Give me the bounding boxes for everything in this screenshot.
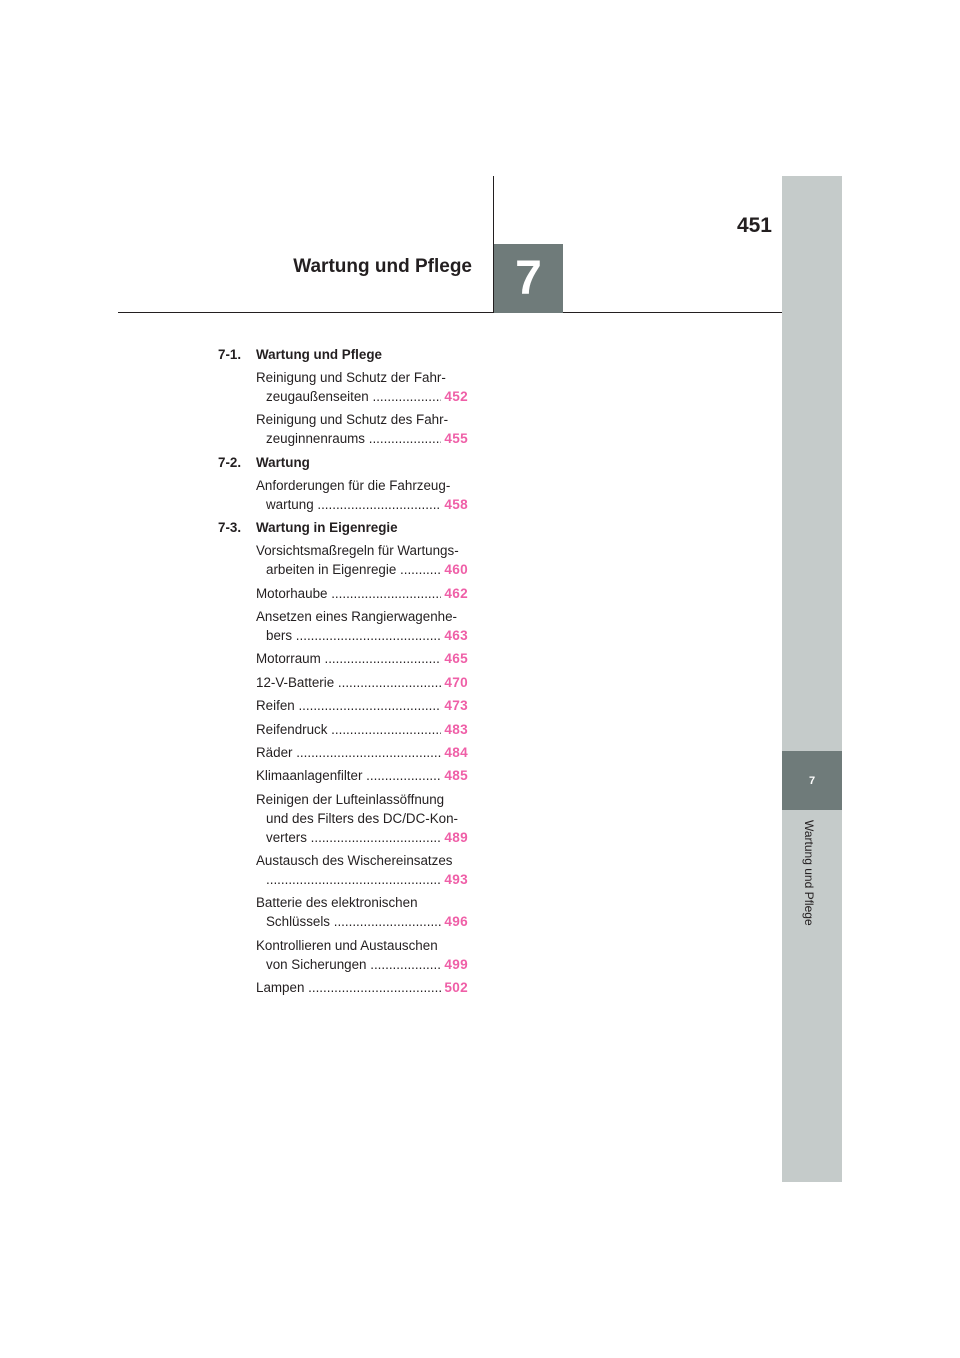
toc-page-link[interactable]: 484 — [444, 744, 468, 760]
toc-section-title: Wartung in Eigenregie — [256, 520, 398, 536]
toc-entry-text: 12-V-Batterie ..... — [256, 673, 441, 692]
toc-entry[interactable] — [218, 541, 468, 579]
toc-page-link[interactable]: 493 — [444, 872, 468, 888]
toc-page-link[interactable]: 458 — [444, 496, 468, 512]
side-tab-label: Wartung und Pflege — [802, 820, 816, 926]
toc-entry[interactable] — [218, 584, 468, 603]
toc-page-link[interactable]: 483 — [444, 721, 468, 737]
toc-entry[interactable] — [218, 476, 468, 514]
toc-section-heading — [218, 453, 468, 472]
toc-page-link[interactable]: 473 — [444, 698, 468, 714]
toc-entry-text: zeugaußenseiten ..... — [266, 387, 441, 406]
toc-entry[interactable] — [218, 743, 468, 762]
toc-entry-text: Reinigung und Schutz der Fahr- — [256, 370, 446, 385]
toc-entry[interactable] — [218, 368, 468, 406]
toc-entry-text: Lampen ..... — [256, 978, 441, 997]
toc-section-heading — [218, 345, 468, 364]
toc-entry[interactable] — [218, 893, 468, 931]
toc-entry-text: Anforderungen für die Fahrzeug- — [256, 477, 451, 493]
toc-entry-text: zeuginnenraums ..... — [266, 429, 441, 448]
table-of-contents — [218, 345, 468, 1002]
toc-entry[interactable] — [218, 607, 468, 645]
toc-section-number: 7-2. — [218, 454, 242, 470]
toc-entry[interactable] — [218, 673, 468, 692]
toc-entry[interactable] — [218, 851, 468, 889]
toc-entry[interactable] — [218, 790, 468, 847]
toc-page-link[interactable]: 499 — [444, 956, 468, 972]
toc-entry-text: verters ..... — [266, 828, 441, 847]
toc-entry-text: Reinigung und Schutz des Fahr- — [256, 412, 449, 428]
toc-entry[interactable] — [218, 936, 468, 974]
toc-entry-text: Räder ..... — [256, 743, 441, 762]
side-tab-number[interactable]: 7 — [782, 751, 842, 810]
chapter-title: Wartung und Pflege — [293, 256, 472, 277]
toc-entry-text: und des Filters des DC/DC-Kon- — [266, 810, 459, 826]
toc-entry-text: Ansetzen eines Rangierwagenhe- — [256, 608, 457, 624]
toc-entry-text: bers ..... — [266, 626, 441, 645]
toc-entry[interactable] — [218, 649, 468, 668]
toc-entry-text: Motorraum ..... — [256, 649, 441, 668]
toc-page-link[interactable]: 452 — [444, 389, 468, 404]
toc-section-number: 7-3. — [218, 520, 242, 536]
toc-page-link[interactable]: 455 — [444, 431, 468, 447]
toc-entry-text: Vorsichtsmaßregeln für Wartungs- — [256, 543, 459, 559]
toc-entry-text: Kontrollieren und Austauschen — [256, 937, 438, 953]
toc-section-title: Wartung und Pflege — [256, 347, 382, 362]
toc-entry[interactable] — [218, 410, 468, 448]
toc-page-link[interactable]: 489 — [444, 829, 468, 845]
toc-section-number: 7-1. — [218, 347, 242, 362]
toc-entry[interactable] — [218, 978, 468, 997]
toc-section — [218, 345, 468, 448]
toc-page-link[interactable]: 470 — [444, 674, 468, 690]
toc-entry-text: Reifen ..... — [256, 696, 441, 715]
toc-entry-text — [266, 870, 441, 889]
toc-entry[interactable] — [218, 766, 468, 785]
toc-page-link[interactable]: 485 — [444, 768, 468, 784]
toc-page-link[interactable]: 462 — [444, 585, 468, 601]
toc-section-heading — [218, 518, 468, 537]
toc-section-title: Wartung — [256, 454, 310, 470]
page-number: 451 — [736, 214, 772, 237]
toc-entry-text: Reinigen der Lufteinlassöffnung — [256, 791, 445, 807]
toc-entry-text: wartung ..... — [266, 495, 441, 514]
toc-entry-text: Austausch des Wischereinsatzes — [256, 853, 453, 869]
toc-page-link[interactable]: 496 — [444, 914, 468, 930]
header-horizontal-rule — [118, 312, 782, 313]
toc-page-link[interactable]: 463 — [444, 627, 468, 643]
toc-entry-text: Motorhaube ..... — [256, 584, 441, 603]
toc-page-link[interactable]: 460 — [444, 562, 468, 578]
toc-entry[interactable] — [218, 696, 468, 715]
toc-section — [218, 518, 468, 997]
toc-entry[interactable] — [218, 720, 468, 739]
toc-entry-text: Schlüssels ..... — [266, 912, 441, 931]
toc-entry-text: Batterie des elektronischen — [256, 895, 418, 911]
toc-page-link[interactable]: 465 — [444, 651, 468, 667]
toc-entry-text: von Sicherungen ..... — [266, 955, 441, 974]
toc-entry-text: arbeiten in Eigenregie ..... — [266, 560, 441, 579]
toc-entry-text: Klimaanlagenfilter ..... — [256, 766, 441, 785]
toc-entry-text: Reifendruck ..... — [256, 720, 441, 739]
toc-section — [218, 453, 468, 514]
toc-page-link[interactable]: 502 — [444, 980, 468, 996]
side-strip — [782, 176, 842, 1182]
chapter-number-box: 7 — [494, 244, 563, 313]
